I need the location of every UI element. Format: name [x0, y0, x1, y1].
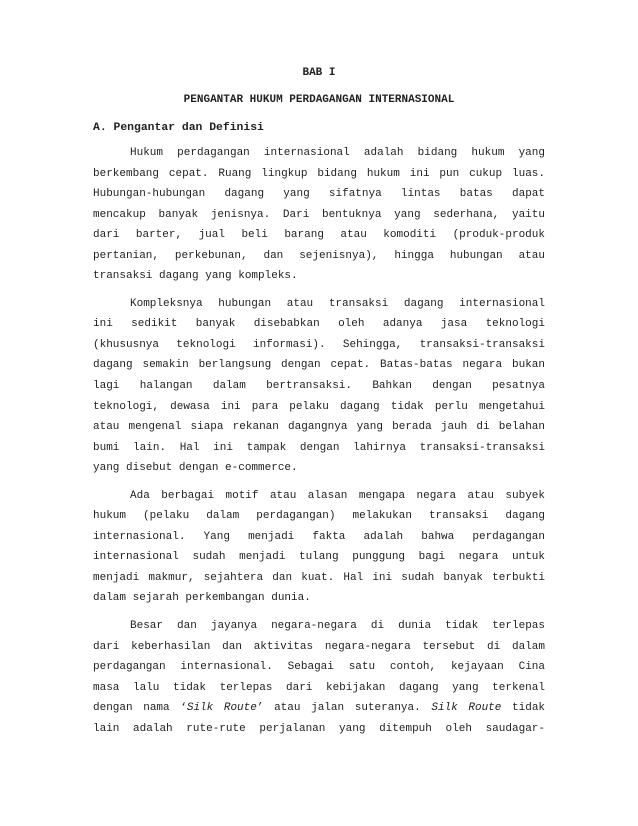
- text-line: mencakup banyak jenisnya. Dari bentuknya yang sederhana, yaitu: [93, 208, 545, 221]
- text-line: Ada berbagai motif atau alasan mengapa negara atau subyek: [130, 489, 545, 502]
- text-line: pertanian, perkebunan, dan sejenisnya), hingga hubungan atau: [93, 249, 545, 262]
- document-page: [93, 65, 545, 746]
- text-line: lain adalah rute-rute perjalanan yang ditempuh oleh saudagar-: [93, 722, 545, 735]
- italic-term: Silk Route: [186, 702, 257, 715]
- text-line: bumi lain. Hal ini tampak dengan lahirnya transaksi-transaksi: [93, 441, 545, 454]
- text-fragment: tidak: [512, 702, 545, 715]
- text-line: atau mengenal siapa rekanan dagangnya yang berada jauh di belahan: [93, 421, 545, 434]
- italic-term: Silk Route: [431, 702, 502, 715]
- text-fragment: dengan nama ‘: [93, 702, 187, 715]
- text-line: berkembang cepat. Ruang lingkup bidang hukum ini pun cukup luas.: [93, 167, 545, 180]
- chapter-title: PENGANTAR HUKUM PERDAGANGAN INTERNASIONAL: [183, 94, 455, 106]
- text-line: Kompleksnya hubungan atau transaksi dagang internasional: [130, 297, 545, 310]
- text-line: menjadi makmur, sejahtera dan kuat. Hal ini sudah banyak terbukti: [93, 571, 545, 584]
- text-line: lagi halangan dalam bertransaksi. Bahkan dengan pesatnya: [93, 380, 545, 393]
- text-line: perdagangan internasional. Sebagai satu contoh, kejayaan Cina: [93, 661, 545, 674]
- text-line: internasional. Yang menjadi fakta adalah bahwa perdagangan: [93, 530, 545, 543]
- text-line: Hubungan-hubungan dagang yang sifatnya lintas batas dapat: [93, 188, 545, 201]
- text-line: dagang semakin berlangsung dengan cepat. Batas-batas negara bukan: [93, 359, 545, 372]
- text-line: dari keberhasilan dan aktivitas negara-negara tersebut di dalam: [93, 640, 545, 653]
- paragraph-1: [93, 143, 545, 287]
- text-line: dalam sejarah perkembangan dunia.: [93, 592, 311, 605]
- text-fragment: ’ atau jalan suteranya.: [256, 702, 421, 715]
- section-heading: A. Pengantar dan Definisi: [93, 122, 264, 134]
- text-line: internasional sudah menjadi tulang punggung bagi negara untuk: [93, 551, 545, 564]
- text-line: (khususnya teknologi informasi). Sehingga, transaksi-transaksi: [93, 338, 545, 351]
- text-line: transaksi dagang yang kompleks.: [93, 270, 298, 283]
- text-line: yang disebut dengan e-commerce.: [93, 462, 298, 475]
- text-line: teknologi, dewasa ini para pelaku dagang tidak perlu mengetahui: [93, 400, 545, 413]
- paragraph-2: [93, 294, 545, 479]
- text-line: Besar dan jayanya negara-negara di dunia tidak terlepas: [130, 620, 545, 633]
- text-line: hukum (pelaku dalam perdagangan) melakukan transaksi dagang: [93, 510, 545, 523]
- text-line-silk-route: [93, 698, 545, 719]
- paragraph-4: [93, 616, 545, 739]
- text-line: ini sedikit banyak disebabkan oleh adanya jasa teknologi: [93, 318, 545, 331]
- chapter-heading: BAB I: [302, 67, 336, 79]
- text-line: masa lalu tidak terlepas dari kebijakan dagang yang terkenal: [93, 681, 545, 694]
- text-line: dari barter, jual beli barang atau komoditi (produk-produk: [93, 229, 545, 242]
- text-line: Hukum perdagangan internasional adalah bidang hukum yang: [130, 147, 545, 159]
- paragraph-3: [93, 486, 545, 609]
